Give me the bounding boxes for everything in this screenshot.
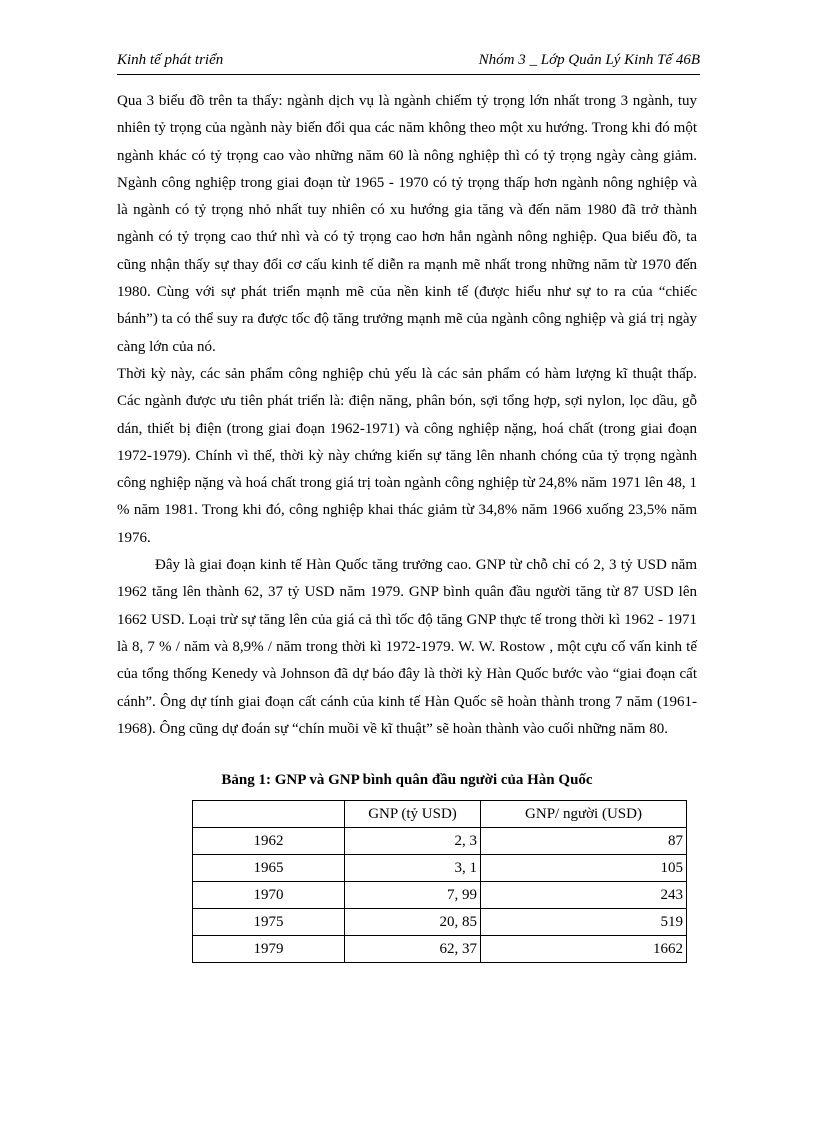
gnp-table — [192, 800, 687, 963]
gnp-cell: 2, 3 — [345, 828, 481, 855]
year-cell: 1970 — [193, 882, 345, 909]
gnp-per-capita-cell: 243 — [481, 882, 687, 909]
page-header — [117, 50, 700, 75]
header-cell-gnp: GNP (tỷ USD) — [345, 801, 481, 828]
paragraph-gnp-growth: Đây là giai đoạn kinh tế Hàn Quốc tăng trưởng cao. GNP từ chỗ chỉ có 2, 3 tỷ USD năm 1962 tăng lên thành 62, 37 tỷ USD năm 1979. GNP bình quân đầu người tăng từ 87 USD lên 1662 USD. Loại trừ sự tăng lên của giá cả thì tốc độ tăng GNP thực tế trong thời kì 1962 - 1971 là 8, 7 % / năm và 8,9% / năm trong thời kì 1972-1979. W. W. Rostow , một cựu cố vấn kinh tế của tổng thống Kenedy và Johnson đã dự báo đây là thời kỳ Hàn Quốc bước vào “giai đoạn cất cánh”. Ông dự tính giai đoạn cất cánh của kinh tế Hàn Quốc sẽ hoàn thành trong 7 năm (1961-1968). Ông cũng dự đoán sự “chín muồi về kĩ thuật” sẽ hoàn thành vào cuối những năm 80. — [117, 557, 697, 737]
year-cell: 1965 — [193, 855, 345, 882]
year-cell: 1962 — [193, 828, 345, 855]
table-row — [193, 828, 687, 855]
header-cell-year — [193, 801, 345, 828]
gnp-cell: 7, 99 — [345, 882, 481, 909]
table-row — [193, 909, 687, 936]
gnp-per-capita-cell: 87 — [481, 828, 687, 855]
gnp-cell: 3, 1 — [345, 855, 481, 882]
paragraph-structure-analysis: Qua 3 biểu đồ trên ta thấy: ngành dịch vụ là ngành chiếm tỷ trọng lớn nhất trong 3 ngành, tuy nhiên tỷ trọng của ngành này biến đổi qua các năm không theo một xu hướng. Trong khi đó một ngành khác có tỷ trọng cao vào những năm 60 là nông nghiệp thì có tỷ trọng ngày càng giảm. Ngành công nghiệp trong giai đoạn từ 1965 - 1970 có tỷ trọng thấp hơn ngành nông nghiệp và là ngành có tỷ trọng nhỏ nhất tuy nhiên có xu hướng gia tăng và đến năm 1980 đã trở thành ngành có tỷ trọng cao thứ nhì và có tỷ trọng cao hơn hẳn ngành nông nghiệp. Qua biểu đồ, ta cũng nhận thấy sự thay đổi cơ cấu kinh tế diễn ra mạnh mẽ nhất trong những năm từ 1970 đến 1980. Cùng với sự phát triển mạnh mẽ của nền kinh tế (được hiểu như sự to ra của “chiếc bánh”) ta có thể suy ra được tốc độ tăng trưởng mạnh mẽ của ngành công nghiệp và giá trị ngày càng lớn của nó. — [117, 93, 697, 355]
table-row — [193, 936, 687, 963]
year-cell: 1975 — [193, 909, 345, 936]
table-row — [193, 882, 687, 909]
gnp-per-capita-cell: 519 — [481, 909, 687, 936]
header-course-title: Kinh tế phát triển — [117, 52, 224, 68]
document-body — [117, 88, 697, 743]
table-caption: Bảng 1: GNP và GNP bình quân đầu người của Hàn Quốc — [221, 772, 593, 788]
table-row — [193, 855, 687, 882]
gnp-cell: 62, 37 — [345, 936, 481, 963]
table-header-row — [193, 801, 687, 828]
gnp-per-capita-cell: 1662 — [481, 936, 687, 963]
gnp-per-capita-cell: 105 — [481, 855, 687, 882]
header-cell-gnp-per-capita: GNP/ người (USD) — [481, 801, 687, 828]
gnp-cell: 20, 85 — [345, 909, 481, 936]
year-cell: 1979 — [193, 936, 345, 963]
paragraph-industrial-products: Thời kỳ này, các sản phẩm công nghiệp chủ yếu là các sản phẩm có hàm lượng kĩ thuật thấp. Các ngành được ưu tiên phát triển là: điện năng, phân bón, sợi tổng hợp, sợi nylon, lọc dầu, gỗ dán, thiết bị điện (trong giai đoạn 1962-1971) và công nghiệp nặng, hoá chất (trong giai đoạn 1972-1979). Chính vì thế, thời kỳ này chứng kiến sự tăng lên nhanh chóng của tỷ trọng ngành công nghiệp nặng và hoá chất trong giá trị toàn ngành công nghiệp từ 24,8% năm 1971 lên 48, 1 % năm 1981. Trong khi đó, công nghiệp khai thác giảm từ 34,8% năm 1966 xuống 23,5% năm 1976. — [117, 365, 697, 546]
header-group-class: Nhóm 3 _ Lớp Quản Lý Kinh Tế 46B — [478, 52, 700, 68]
